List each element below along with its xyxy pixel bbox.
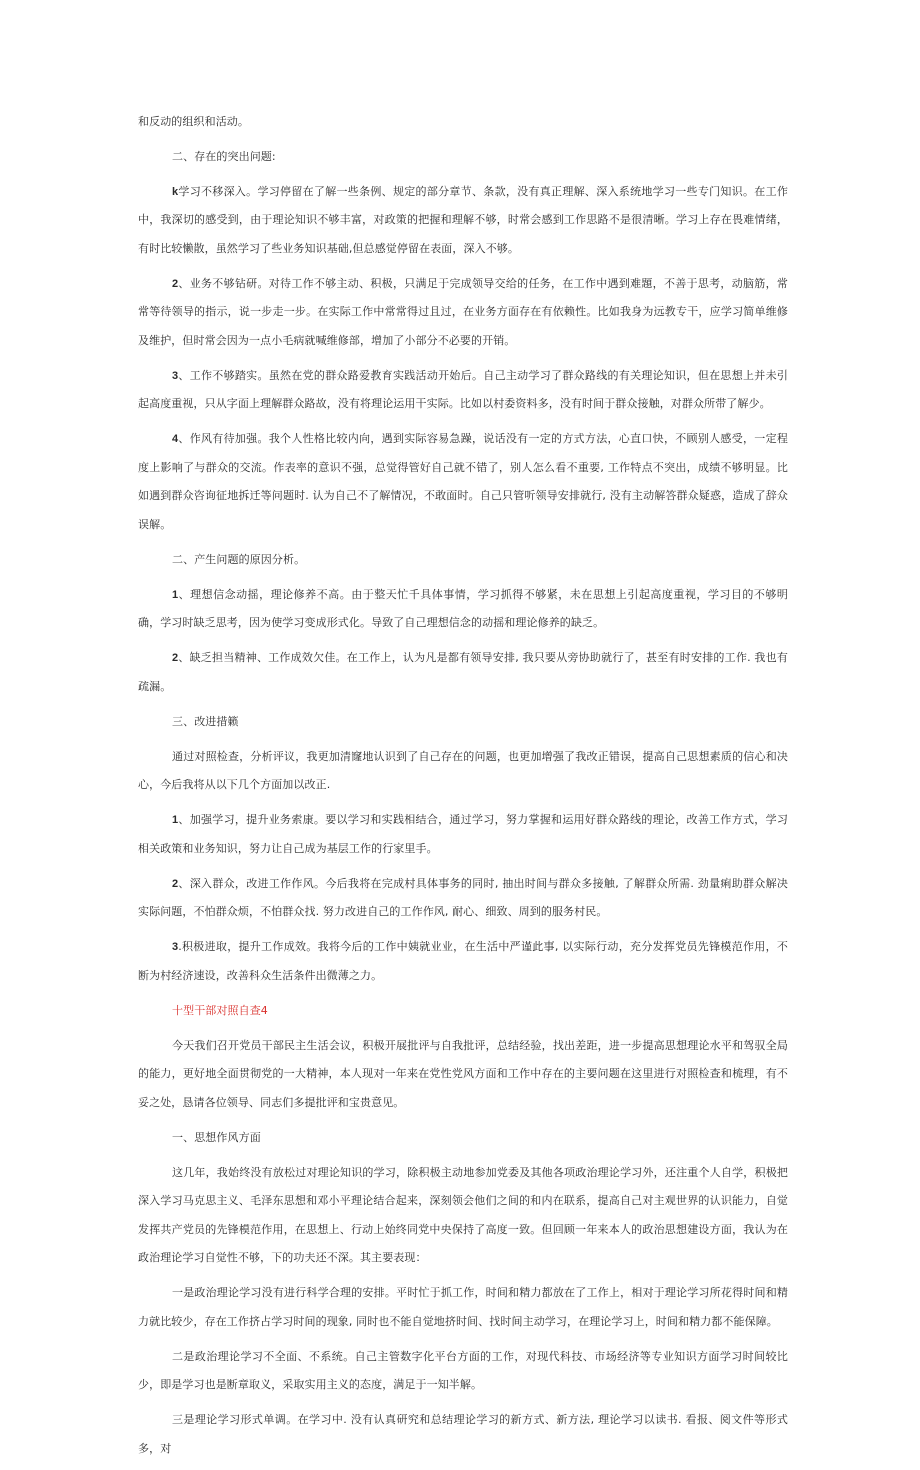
section-heading-ideology: 一、思想作风方面 bbox=[172, 1130, 261, 1144]
item-number: 1 bbox=[172, 814, 179, 826]
paragraph-text: 、深入群众，改进工作作风。今后我将在完成村具体事务的同时, 抽出时间与群众多接触, 了解群众所需. 劲量痢助群众解决实际问题，不怕群众烦，不怕群众找. 努力改进自己的工作作风, 耐心、细致、周到的服务村民。 bbox=[138, 876, 788, 918]
item-number: 3 bbox=[172, 941, 179, 953]
document-page bbox=[138, 108, 788, 1470]
paragraph: 这几年，我始终没有放松过对理论知识的学习，除积极主动地参加党委及其他各项政治理论学习外，还注重个人自学，积极把深入学习马克思主义、毛泽东思想和邓小平理论结合起来，深刻领会他们之间的和内在联系，提高自己对主观世界的认识能力，自觉发挥共产党员的先锋模范作用，在思想上、行动上始终同党中央保持了高度一致。但回顾一年来本人的政治思想建设方面，我认为在政治理论学习自觉性不够，下的功夫还不深。其主要表现： bbox=[138, 1165, 788, 1264]
item-number: 4 bbox=[172, 433, 179, 445]
numbered-paragraph bbox=[138, 581, 788, 638]
paragraph-text: 、加强学习，提升业务索康。要以学习和实践相结合，通过学习，努力掌握和运用好群众路线的理论，改善工作方式，学习相关政策和业务知识，努力让自己成为基层工作的行家里手。 bbox=[138, 813, 788, 855]
paragraph-text: .积极进取，提升工作成效。我将今后的工作中姨就业业，在生活中严谨此事, 以实际行动，充分发挥党员先锋模范作用，不断为村经济速设，改善科众生活条件出微薄之力。 bbox=[138, 940, 788, 982]
numbered-paragraph bbox=[138, 933, 788, 990]
red-section-title: 十型干部对照自查4 bbox=[172, 1003, 268, 1017]
item-number: 3 bbox=[172, 369, 179, 382]
section-heading-measures: 三、改进措籁 bbox=[172, 714, 239, 728]
paragraph-text: 学习不移深入。学习停留在了解一些条例、规定的部分章节、条款，没有真正理解、深入系统地学习一些专门知识。在工作中，我深切的感受到，由于理论知识不够丰富，对政策的把握和理解不够，时常会感到工作思路不是很清晰。学习上存在畏难情绪，有时比较懒散，虽然学习了些业务知识基础,但总感觉停留在表面，深入不够。 bbox=[138, 184, 788, 255]
paragraph-text: 、工作不够踏实。虽然在党的群众路爱教育实践活动开始后。自己主动学习了群众路线的有关理论知识，但在思想上并未引起高度重视，只从字面上理解群众路故，没有将理论运用干实际。比如以村委资料多，没有时间于群众接触，对群众所带了解少。 bbox=[138, 368, 788, 410]
numbered-paragraph bbox=[138, 362, 788, 419]
item-number: 2 bbox=[172, 877, 179, 890]
numbered-paragraph bbox=[138, 425, 788, 539]
item-number: k bbox=[172, 185, 179, 198]
paragraph: 通过对照检查，分析评议，我更加清窿地认识到了自己存在的问题，也更加增强了我改正错误，提高自己思想素质的信心和决心，今后我将从以下几个方面加以改正. bbox=[138, 749, 788, 791]
paragraph: 一是政治理论学习没有进行科学合理的安排。平时忙于抓工作，时间和精力都放在了工作上，相对于理论学习所花得时间和精力就比较少，存在工作挤占学习时间的现象, 同时也不能自觉地挤时间、找时间主动学习，在理论学习上，时间和精力都不能保障。 bbox=[138, 1286, 788, 1328]
paragraph-text: 、作风有待加强。我个人性格比较内向，遇到实际容易急躁，说话没有一定的方式方法，心直口快，不顾别人感受，一定程度上影响了与群众的交流。作表率的意识不强，总觉得管好自己就不错了，别人怎么看不重要, 工作特点不突出，成绩不够明显。比如遇到群众咨询征地拆迁等问题时. 认为自己不了解情况，不敢面时。自己只管听领导安排就行, 没有主动解答群众疑惑，造成了辞众误解。 bbox=[138, 432, 788, 531]
numbered-paragraph bbox=[138, 644, 788, 701]
section-heading-causes: 二、产生问题的原因分析。 bbox=[172, 552, 306, 566]
numbered-paragraph bbox=[138, 178, 788, 264]
numbered-paragraph bbox=[138, 270, 788, 356]
paragraph: 今天我们召开党员干部民主生活会议，积极开展批评与自我批评，总结经验，找出差距，进一步提高思想理论水平和驾驭全局的能力，更好地全面贯彻党的一大精神，本人现对一年来在党性党风方面和工作中存在的主要问题在这里进行对照检查和梳理，有不妥之处，恳请各位领导、同志们多提批评和宝贵意见。 bbox=[138, 1038, 788, 1109]
paragraph: 二是政治理论学习不全面、不系统。自己主管数字化平台方面的工作，对现代科技、市场经济等专业知识方面学习时间较比少，即是学习也是断章取义，采取实用主义的态度，满足于一知半解。 bbox=[138, 1349, 788, 1391]
section-heading-problems: 二、存在的突出问题: bbox=[172, 149, 276, 163]
paragraph-text: 、缺乏担当精神、工作成效欠佳。在工作上，认为凡是都有领导安排, 我只要从旁协助就行了，甚至有时安排的工作. 我也有疏漏。 bbox=[138, 651, 788, 693]
paragraph-text: 、理想信念动摇，理论修养不高。由于整天忙千具体事情，学习抓得不够紧，未在思想上引起高度重视，学习目的不够明确，学习时缺乏思考，因为使学习变成形式化。导致了自己理想信念的动摇和理论修养的缺乏。 bbox=[138, 587, 788, 629]
numbered-paragraph bbox=[138, 806, 788, 863]
numbered-paragraph bbox=[138, 870, 788, 927]
paragraph: 三是理论学习形式单调。在学习中. 没有认真研究和总结理论学习的新方式、新方法, 理论学习以读书. 看报、阅文件等形式多，对 bbox=[138, 1413, 788, 1455]
item-number: 2 bbox=[172, 652, 179, 664]
paragraph-text: 、业务不够钻研。对待工作不够主动、积极，只满足于完成领导交给的任务，在工作中遇到难題，不善于思考，动脑筋，常常等待领导的指示，说一步走一步。在实际工作中常常得过且过，在业务方面存在有依赖性。比如我身为远教专干，应学习简单维修及维护，但时常会因为一点小毛病就喊维修部，增加了小部分不必要的开销。 bbox=[138, 276, 788, 347]
item-number: 1 bbox=[172, 588, 179, 601]
paragraph-continuation: 和反动的组织和活动。 bbox=[138, 115, 249, 128]
item-number: 2 bbox=[172, 277, 179, 290]
